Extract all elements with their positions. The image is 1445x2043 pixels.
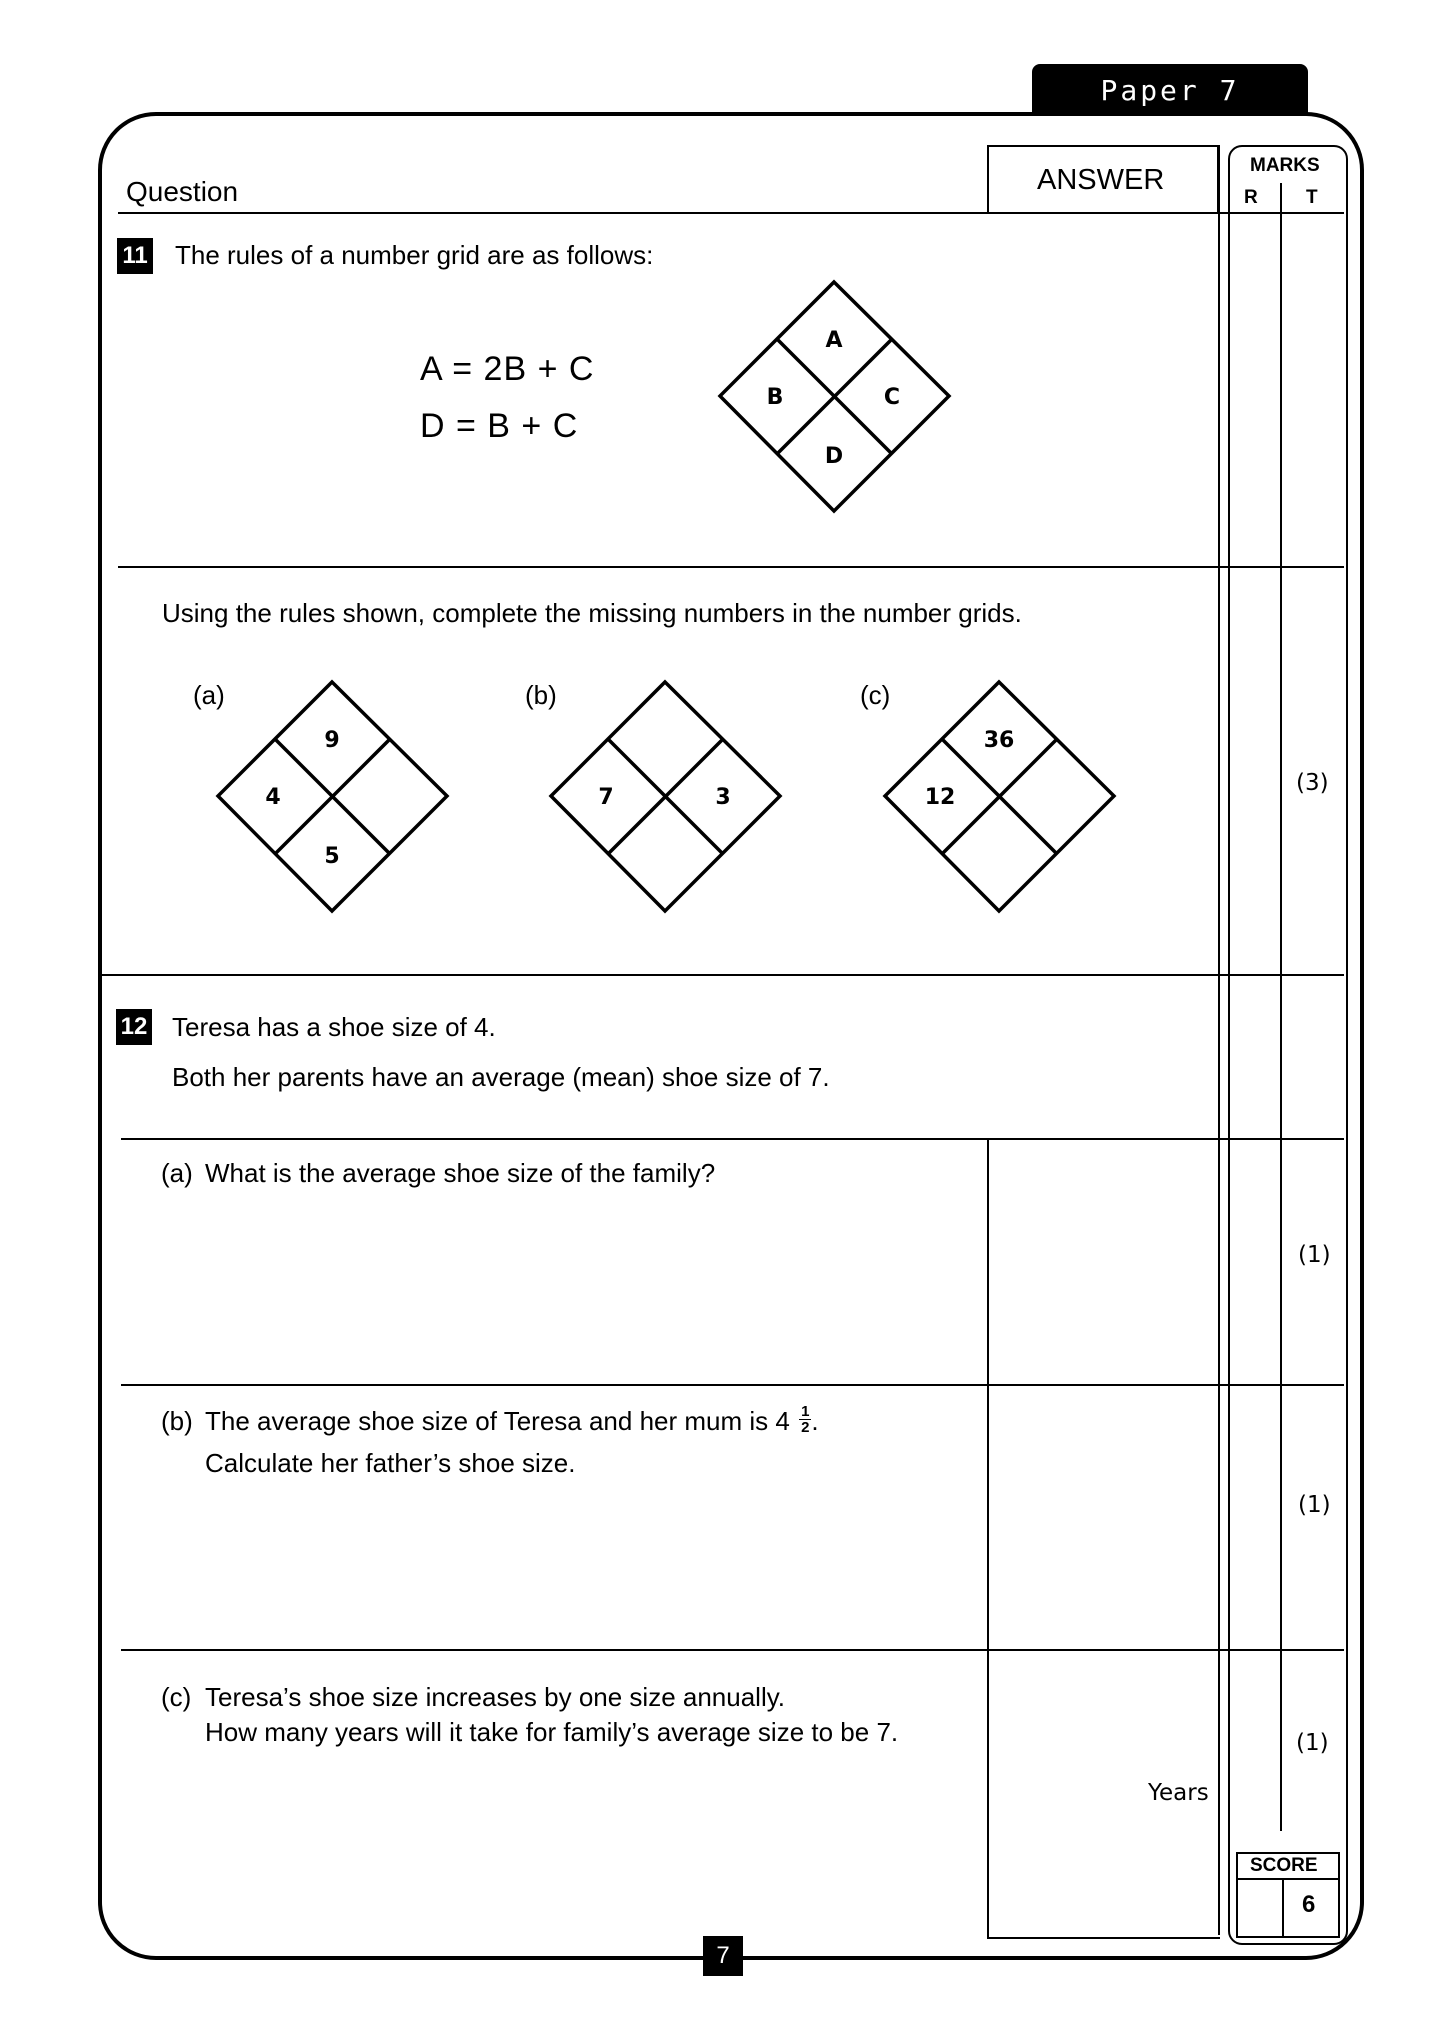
question-number-11: 11: [117, 238, 153, 274]
grid-a-top: 9: [324, 728, 340, 753]
q11-rule-d: D = B + C: [420, 407, 579, 445]
q12c-question-line1: Teresa’s shoe size increases by one size annually.: [205, 1682, 786, 1712]
marks-header: MARKS: [1250, 155, 1320, 176]
q12a-answer-box[interactable]: [989, 1140, 1217, 1383]
q11-marks: (3): [1296, 770, 1329, 796]
q12b-label: (b): [161, 1406, 193, 1436]
number-grid-a: [214, 678, 454, 918]
number-grid-b: [547, 678, 787, 918]
q12b-marks: (1): [1298, 1492, 1331, 1518]
score-label: SCORE: [1250, 1855, 1318, 1876]
header-divider: [118, 212, 1344, 214]
key-grid-right-c: C: [883, 385, 901, 410]
grid-a-left: 4: [265, 785, 281, 810]
q11-rule-a: A = 2B + C: [420, 350, 595, 388]
q12c-label: (c): [161, 1682, 192, 1712]
q12a-marks: (1): [1298, 1242, 1331, 1268]
q12b-question-line1: [205, 1402, 819, 1439]
q12-line1: Teresa has a shoe size of 4.: [172, 1012, 496, 1042]
marks-r-t-divider: [1280, 183, 1282, 1831]
marks-t-header: T: [1306, 187, 1318, 208]
key-number-grid: [716, 278, 956, 518]
page-number: 7: [703, 1936, 743, 1976]
q11-divider: [118, 566, 1344, 568]
answer-column-bottom: [987, 1937, 1220, 1939]
fraction-numerator: 1: [801, 1402, 810, 1420]
fraction-denominator: 2: [801, 1418, 810, 1436]
q12b-fraction: [799, 1404, 811, 1435]
q12a-label: (a): [161, 1158, 193, 1188]
score-total: 6: [1302, 1891, 1316, 1918]
grid-a-label: (a): [193, 680, 225, 710]
grid-c-left: 12: [924, 785, 956, 810]
q12b-question-suffix: .: [811, 1406, 819, 1436]
score-divider: [1236, 1878, 1340, 1880]
q12-line2: Both her parents have an average (mean) shoe size of 7.: [172, 1062, 830, 1092]
key-grid-bottom-d: D: [824, 444, 844, 469]
number-grid-c: [881, 678, 1121, 918]
score-column-divider: [1282, 1878, 1284, 1938]
q12a-question: What is the average shoe size of the family?: [205, 1158, 716, 1188]
q11-q12-divider: [100, 974, 1344, 976]
q12b-question-text: The average shoe size of Teresa and her mum is 4: [205, 1406, 790, 1436]
grid-b-left: 7: [598, 785, 614, 810]
q12c-unit: Years: [1148, 1780, 1209, 1806]
q11-intro: The rules of a number grid are as follows:: [175, 240, 654, 270]
grid-c-top: 36: [983, 728, 1015, 753]
q12c-question-line2: How many years will it take for family’s average size to be 7.: [205, 1717, 899, 1747]
grid-b-label: (b): [525, 680, 557, 710]
q11-instruction: Using the rules shown, complete the missing numbers in the number grids.: [162, 598, 1022, 628]
grid-b-right: 3: [715, 785, 731, 810]
grid-c-label: (c): [860, 680, 891, 710]
question-column-header: Question: [126, 176, 239, 207]
answer-column-header: ANSWER: [1037, 164, 1165, 196]
marks-left-border: [1218, 145, 1220, 1935]
grid-a-bottom: 5: [324, 844, 340, 869]
marks-r-header: R: [1244, 187, 1258, 208]
q12c-marks: (1): [1296, 1730, 1329, 1756]
key-grid-left-b: B: [766, 385, 784, 410]
key-grid-top-a: A: [825, 328, 843, 353]
paper-label: Paper 7: [1032, 64, 1308, 116]
question-number-12: 12: [116, 1009, 152, 1045]
q12b-question-line2: Calculate her father’s shoe size.: [205, 1448, 576, 1478]
marks-column: [1228, 145, 1348, 1945]
q12b-answer-box[interactable]: [989, 1386, 1217, 1648]
